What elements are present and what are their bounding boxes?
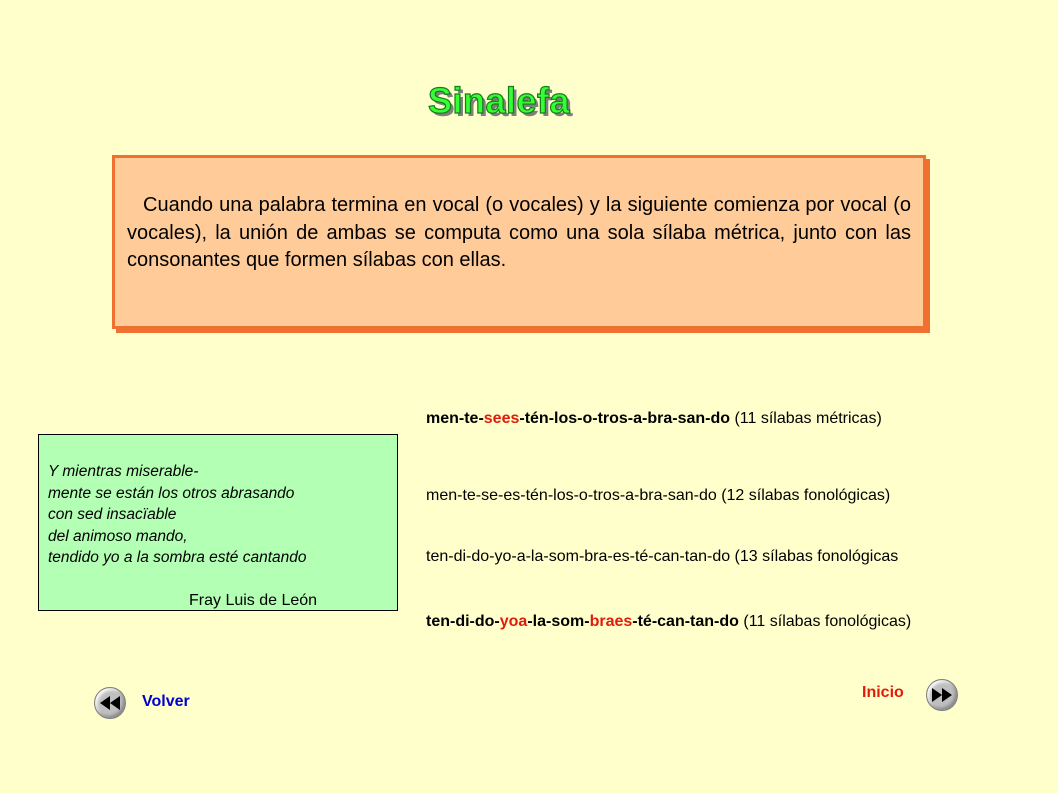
syllables-part: -tén-los-o-tros-a-bra-san-do	[519, 410, 731, 427]
syllables-part: -té-can-tan-do	[632, 613, 739, 630]
syllables-part: ten-di-do-	[426, 613, 500, 630]
poem-line: del animoso mando,	[48, 527, 188, 545]
scansion-phonological-1: men-te-se-es-tén-los-o-tros-a-bra-san-do (12 sílabas fonológicas)	[426, 487, 891, 504]
syllable-count-note: (11 sílabas métricas)	[730, 410, 882, 427]
back-button[interactable]	[94, 687, 126, 719]
poem-line: tendido yo a la sombra esté cantando	[48, 549, 307, 566]
rewind-icon	[99, 696, 121, 710]
poem-author: Fray Luis de León	[189, 592, 318, 609]
syllable-count-note: (11 sílabas fonológicas)	[738, 613, 912, 630]
home-button[interactable]	[926, 679, 958, 711]
syllables-part: men-te-	[426, 410, 484, 427]
scansion-metric-1	[426, 410, 882, 428]
poem-line: mente se están los otros abrasando	[48, 484, 295, 502]
poem-line: Y mientras miserable-	[48, 463, 199, 480]
back-link[interactable]: Volver	[142, 693, 190, 710]
home-link[interactable]: Inicio	[862, 684, 904, 701]
poem-line: con sed insacïable	[48, 506, 177, 523]
poem-lines	[48, 461, 397, 569]
definition-box	[112, 155, 926, 329]
scansion-metric-2	[426, 613, 911, 631]
sinalefa-highlight: sees	[483, 410, 520, 427]
scansion-phonological-2: ten-di-do-yo-a-la-som-bra-es-té-can-tan-do (13 sílabas fonológicas	[426, 548, 899, 565]
syllables-part: -la-som-	[527, 613, 590, 630]
sinalefa-highlight: braes	[589, 613, 633, 630]
fast-forward-icon	[931, 688, 953, 702]
sinalefa-highlight: yoa	[499, 613, 528, 630]
poem-box	[38, 434, 398, 611]
definition-text: Cuando una palabra termina en vocal (o vocales) y la siguiente comienza por vocal (o vocales), la unión de ambas se computa como una sola sílaba métrica, junto con las consonantes que formen sílabas con ellas.	[127, 194, 911, 271]
page-title: Sinalefa	[428, 80, 571, 121]
